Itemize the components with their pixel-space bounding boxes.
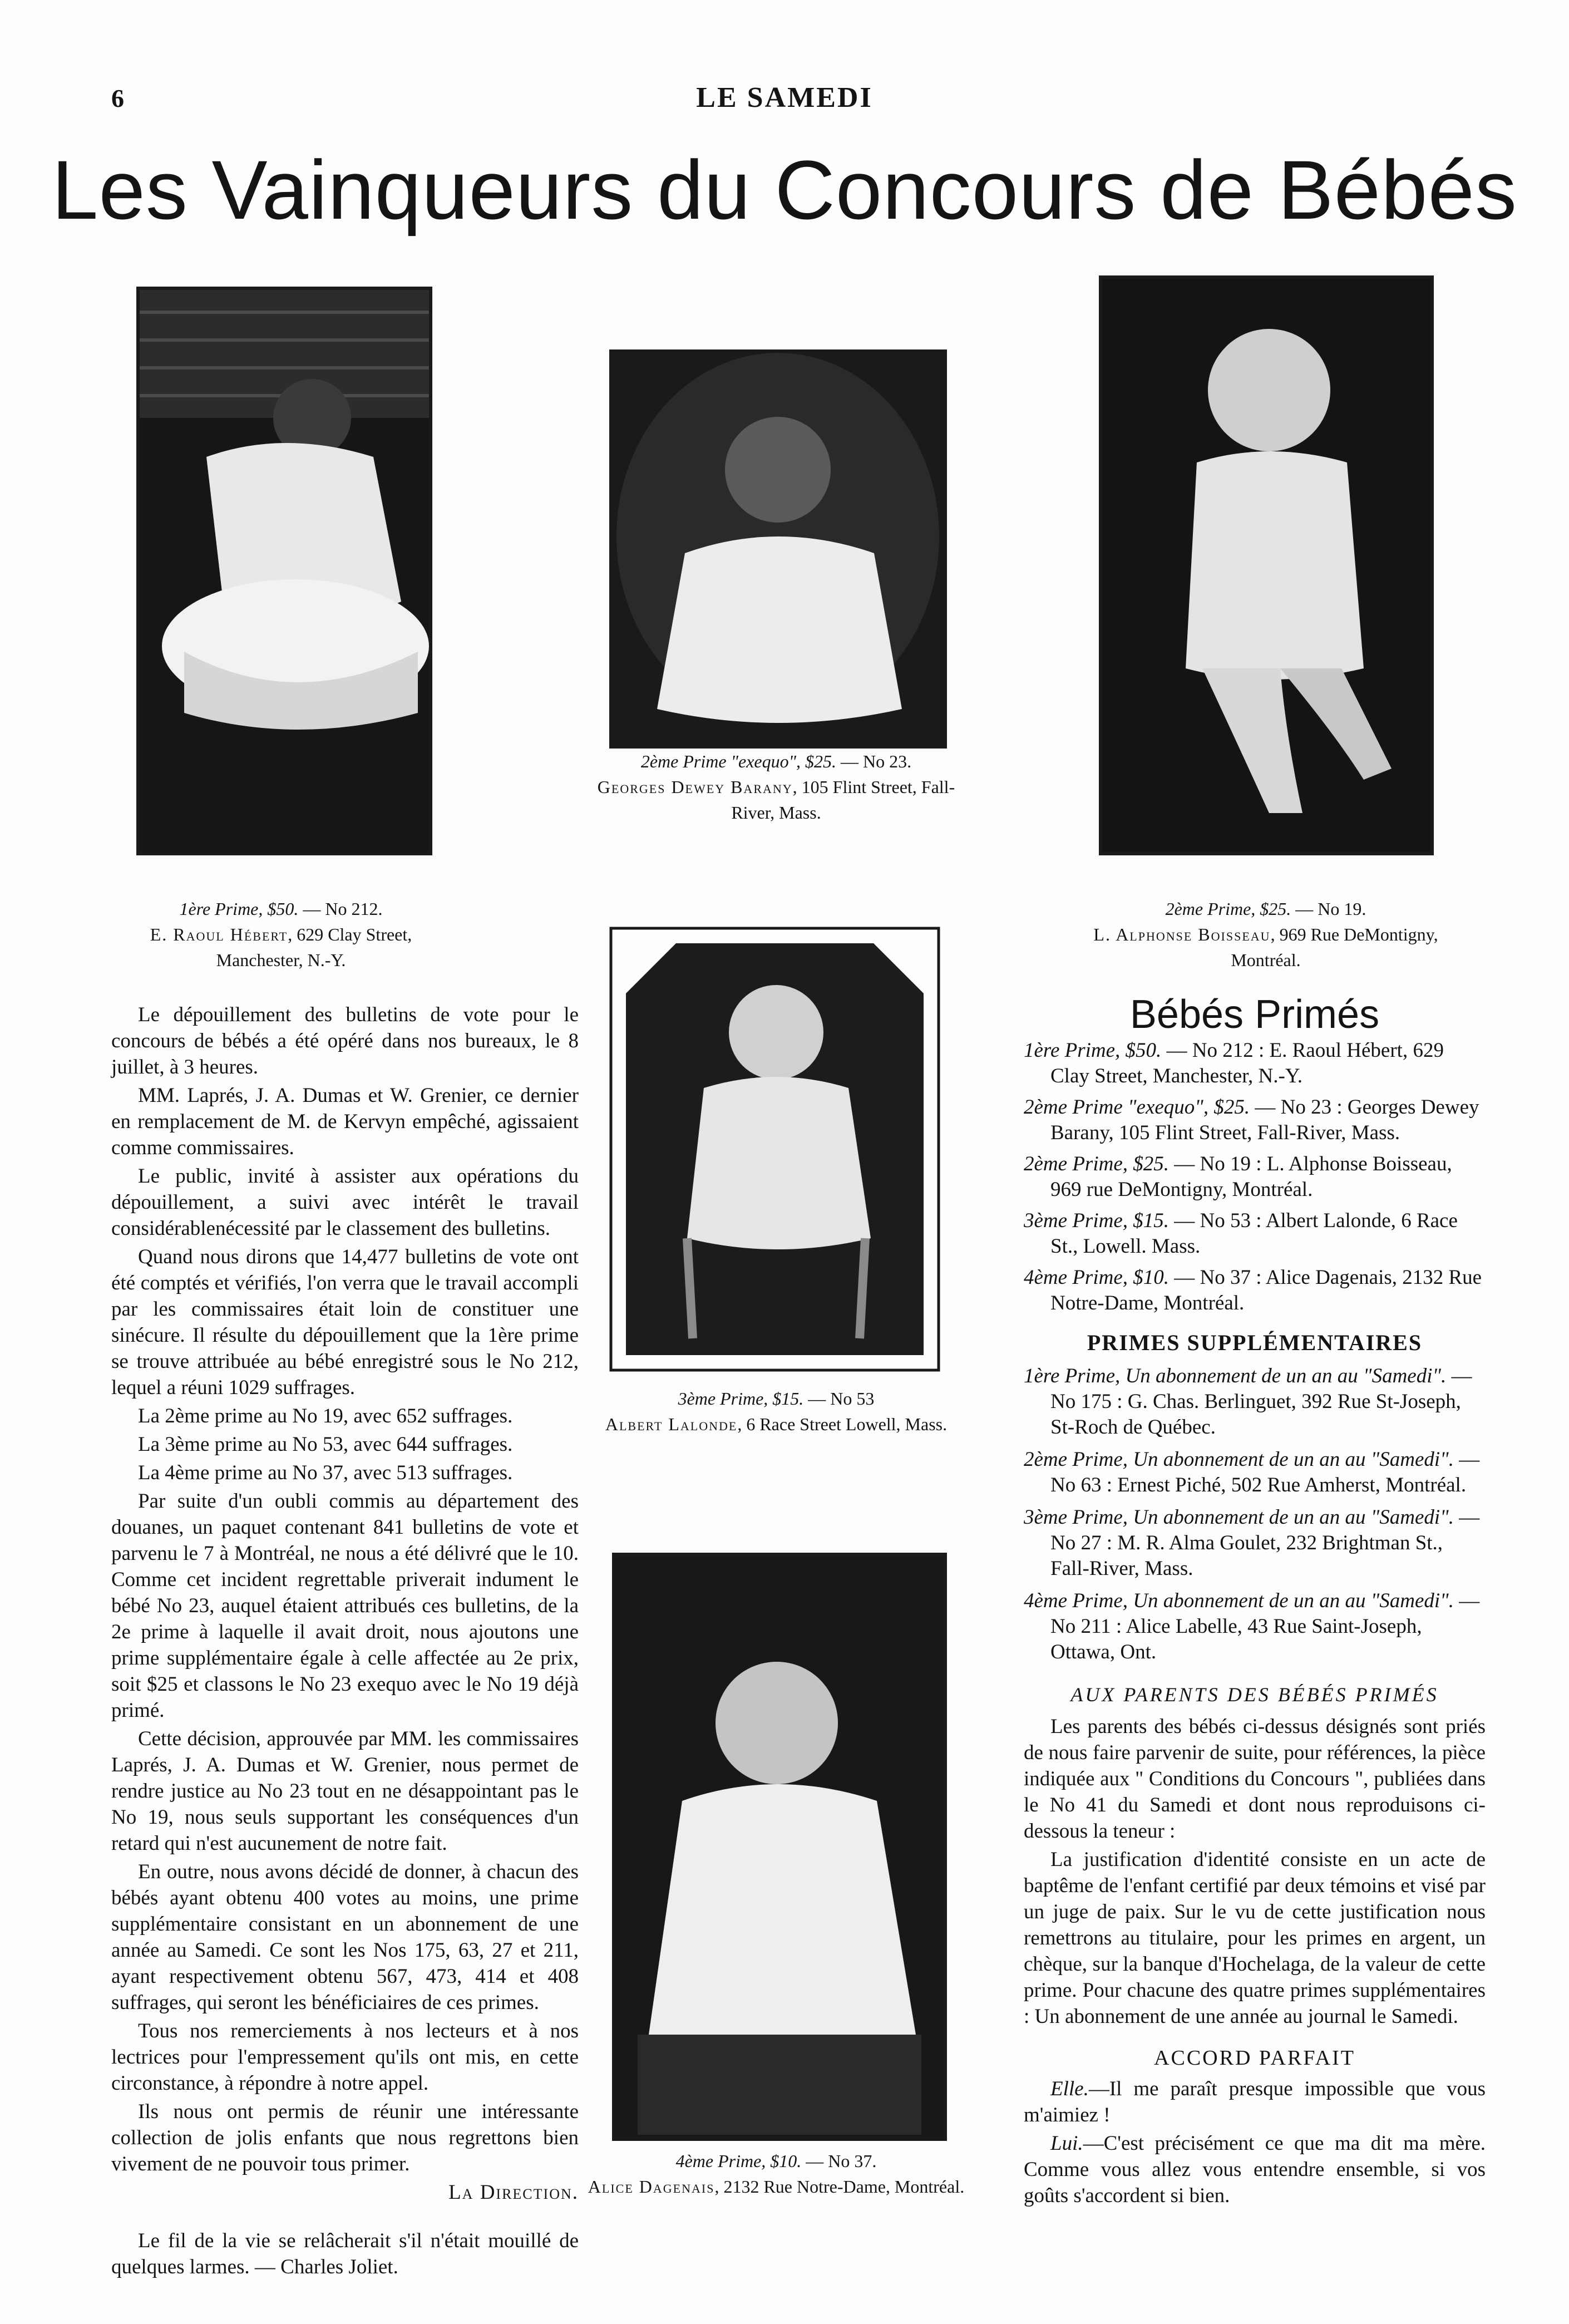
caption-5: 4ème Prime, $10. — No 37. Alice Dagenais, 2132 Rue Notre-Dame, Montréal. bbox=[588, 2151, 965, 2197]
caption-4: 3ème Prime, $15. — No 53 Albert Lalonde, 6 Race Street Lowell, Mass. bbox=[605, 1389, 948, 1434]
caption-3: 2ème Prime, $25. — No 19. L. Alphonse Boisseau, 969 Rue DeMontigny, Montréal. bbox=[1093, 899, 1438, 970]
accord-lui: Lui.—C'est précisément ce que ma dit ma mère. Comme vous allez vous entendre ensemble, si vos goûts s'accordent si bien. bbox=[1024, 2132, 1486, 2207]
article-signature: La Direction. bbox=[448, 2181, 579, 2204]
article-paragraph: Ils nous ont permis de réunir une intéressante collection de jolis enfants que nous regrettons bien vivement de ne pouvoir tous primer. bbox=[111, 2100, 579, 2175]
supplement-item: 2ème Prime, Un abonnement de un an au "Samedi". — No 63 : Ernest Piché, 502 Rue Amherst, Montréal. bbox=[1024, 1448, 1480, 1496]
article-paragraph: Cette décision, approuvée par MM. les commissaires Laprés, J. A. Dumas et W. Grenier, nous permet de rendre justice au No 23 tout en ne désappointant pas le No 19, nous seuls supportant les conséquences d'un retard qui n'est aucunement de notre fait. bbox=[111, 1727, 579, 1855]
article-paragraph: La 4ème prime au No 37, avec 513 suffrages. bbox=[138, 1461, 513, 1484]
article-paragraph: Tous nos remerciements à nos lecteurs et à nos lectrices pour l'empressement qu'ils ont mis, en cette circonstance, à répondre à notre appel. bbox=[111, 2020, 579, 2095]
supplement-item: 1ère Prime, Un abonnement de un an au "Samedi". — No 175 : G. Chas. Berlinguet, 392 Rue St-Joseph, St-Roch de Québec. bbox=[1024, 1365, 1472, 1439]
baby-photo-5 bbox=[612, 1553, 947, 2141]
accord-elle: Elle.—Il me paraît presque impossible que vous m'aimiez ! bbox=[1024, 2077, 1486, 2126]
baby-photo-4 bbox=[609, 927, 940, 1372]
prize-item: 2ème Prime, $25. — No 19 : L. Alphonse Boisseau, 969 rue DeMontigny, Montréal. bbox=[1024, 1153, 1452, 1201]
article-paragraph: Quand nous dirons que 14,477 bulletins de vote ont été comptés et vérifiés, l'on verra que le travail accompli par les commissaires était loin de constituer une sinécure. Il résulte du dépouillement que la 1ère prime se trouve attribuée au bébé enregistré sous le No 212, lequel a réuni 1029 suffrages. bbox=[111, 1245, 579, 1399]
baby-photo-1 bbox=[136, 287, 432, 855]
article-paragraph: La 3ème prime au No 53, avec 644 suffrages. bbox=[138, 1433, 513, 1456]
caption-1: 1ère Prime, $50. — No 212. E. Raoul Hébert, 629 Clay Street, Manchester, N.-Y. bbox=[150, 899, 412, 970]
article-paragraph: La 2ème prime au No 19, avec 652 suffrages. bbox=[138, 1405, 513, 1427]
article-paragraph: Le dépouillement des bulletins de vote pour le concours de bébés a été opéré dans nos bureaux, le 8 juillet, à 3 heures. bbox=[111, 1003, 579, 1079]
supplement-item: 4ème Prime, Un abonnement de un an au "Samedi". — No 211 : Alice Labelle, 43 Rue Saint-Joseph, Ottawa, Ont. bbox=[1024, 1589, 1480, 1663]
prize-item: 3ème Prime, $15. — No 53 : Albert Lalonde, 6 Race St., Lowell. Mass. bbox=[1024, 1209, 1458, 1258]
caption-2: 2ème Prime "exequo", $25. — No 23. Georges Dewey Barany, 105 Flint Street, Fall-River, Mass. bbox=[597, 751, 955, 823]
supplement-item: 3ème Prime, Un abonnement de un an au "Samedi". — No 27 : M. R. Alma Goulet, 232 Brightman St., Fall-River, Mass. bbox=[1024, 1506, 1480, 1580]
masthead: LE SAMEDI bbox=[696, 82, 873, 114]
headline: Les Vainqueurs du Concours de Bébés bbox=[52, 143, 1517, 237]
article-column bbox=[111, 1002, 579, 2282]
baby-photo-2 bbox=[609, 349, 947, 749]
supplementaires-title: PRIMES SUPPLÉMENTAIRES bbox=[1087, 1330, 1423, 1355]
parents-paragraph: Les parents des bébés ci-dessus désignés sont priés de nous faire parvenir de suite, pour références, la pièce indiquée aux " Conditions du Concours ", publiées dans le No 41 du Samedi et dont nous reproduisons ci-dessous la teneur : bbox=[1024, 1715, 1486, 1843]
bebes-primes-title: Bébés Primés bbox=[1129, 992, 1380, 1037]
article-paragraph: MM. Laprés, J. A. Dumas et W. Grenier, ce dernier en remplacement de M. de Kervyn empêché, agissaient comme commissaires. bbox=[111, 1084, 579, 1159]
accord-title: ACCORD PARFAIT bbox=[1154, 2046, 1355, 2070]
prize-item: 1ère Prime, $50. — No 212 : E. Raoul Hébert, 629 Clay Street, Manchester, N.-Y. bbox=[1024, 1039, 1444, 1087]
prize-item: 4ème Prime, $10. — No 37 : Alice Dagenais, 2132 Rue Notre-Dame, Montréal. bbox=[1024, 1266, 1482, 1314]
prize-item: 2ème Prime "exequo", $25. — No 23 : Georges Dewey Barany, 105 Flint Street, Fall-River, Mass. bbox=[1024, 1096, 1479, 1144]
article-paragraph: Par suite d'un oubli commis au département des douanes, un paquet contenant 841 bulletins de vote et parvenu le 7 à Montréal, ne nous a été délivré que le 10. Comme cet incident regrettable priverait indument le bébé No 23, auquel étaient attribués ces bulletins, de la 2e prime à laquelle il avait droit, nous ajoutons une prime supplémentaire égale à celle affectée au 2e prix, soit $25 et classons le No 23 exequo avec le No 19 déjà primé. bbox=[111, 1490, 579, 1722]
right-column bbox=[1024, 992, 1486, 2211]
article-paragraph: En outre, nous avons décidé de donner, à chacun des bébés ayant obtenu 400 votes au moins, une prime supplémentaire consistant en un abonnement de une année au Samedi. Ce sont les Nos 175, 63, 27 et 211, ayant respectivement obtenu 567, 473, 414 et 408 suffrages, qui seront les bénéficiaires de ces primes. bbox=[111, 1860, 579, 2014]
baby-photo-3 bbox=[1099, 275, 1434, 855]
article-quote: Le fil de la vie se relâcherait s'il n'était mouillé de quelques larmes. — Charles Joliet. bbox=[111, 2229, 579, 2278]
page-number: 6 bbox=[111, 84, 124, 112]
article-paragraph: Le public, invité à assister aux opérations du dépouillement, a suivi avec intérêt le travail considérablenécessité par le classement des bulletins. bbox=[111, 1165, 579, 1240]
parents-title: AUX PARENTS DES BÉBÉS PRIMÉS bbox=[1070, 1683, 1439, 1706]
parents-paragraph: La justification d'identité consiste en un acte de baptême de l'enfant certifié par deux témoins et visé par un juge de paix. Sur le vu de cette justification nous remettrons au titulaire, pour les primes en argent, un chèque, sur la banque d'Hochelaga, de la valeur de cette prime. Pour chacune des quatre primes supplémentaires : Un abonnement de une année au journal le Samedi. bbox=[1024, 1848, 1486, 2028]
